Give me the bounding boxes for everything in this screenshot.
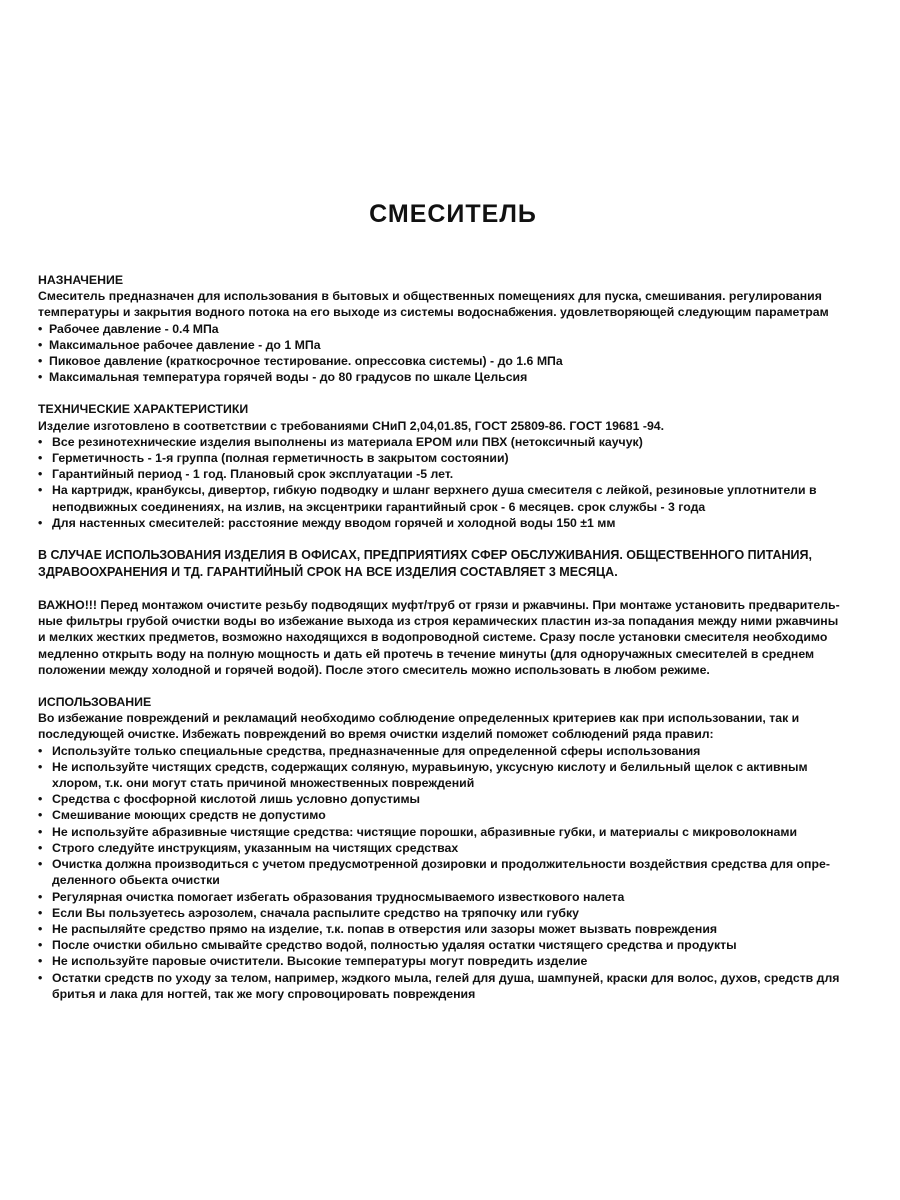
specs-intro: Изделие изготовлено в соответствии с требованиями СНиП 2,04,01.85, ГОСТ 25809-86. ГОСТ 19681 -94. (38, 418, 665, 433)
page-title: СМЕСИТЕЛЬ (369, 200, 537, 228)
specs-section (38, 401, 868, 531)
usage-list-item: • Используйте только специальные средства, предназначенные для определенной сферы использования (38, 743, 868, 759)
usage-item-line: хлором, т.к. они могут стать причиной множественных повреждений (52, 776, 475, 791)
office-notice-line: ЗДРАВООХРАНЕНИЯ И ТД. ГАРАНТИЙНЫЙ СРОК НА ВСЕ ИЗДЕЛИЯ СОСТАВЛЯЕТ 3 МЕСЯЦА. (38, 565, 618, 580)
usage-list-item: • Строго следуйте инструкциям, указанным на чистящих средствах (38, 840, 868, 856)
specs-list-item: • Гарантийный период - 1 год. Плановый срок эксплуатации -5 лет. (38, 466, 868, 482)
purpose-list-item: • Максимальное рабочее давление - до 1 МПа (38, 337, 868, 353)
spacer (38, 678, 868, 694)
specs-item-line: неподвижных соединениях, на излив, на эксцентрики гарантийный срок - 6 месяцев. срок службы - 3 года (52, 499, 706, 514)
important-line: ные фильтры грубой очистки воды во избежание выхода из строя керамических пластин из-за попадания между ними ржавчины (38, 614, 839, 629)
usage-list-item: • Не используйте паровые очистители. Высокие температуры могут повредить изделие (38, 953, 868, 969)
usage-list-item: • Не используйте абразивные чистящие средства: чистящие порошки, абразивные губки, и материалы с микроволокнами (38, 824, 868, 840)
office-notice-line: В СЛУЧАЕ ИСПОЛЬЗОВАНИЯ ИЗДЕЛИЯ В ОФИСАХ, ПРЕДПРИЯТИЯХ СФЕР ОБСЛУЖИВАНИЯ. ОБЩЕСТВЕННОГО ПИТАНИЯ, (38, 548, 812, 563)
usage-item-line: • Не используйте чистящих средств, содержащих соляную, муравьиную, уксусную кислоту и белильный щелок с активным (52, 759, 808, 774)
specs-list-item: • Все резинотехнические изделия выполнены из материала EPOM или ПВХ (нетоксичный каучук) (38, 434, 868, 450)
usage-list-item: • Если Вы пользуетесь аэрозолем, сначала распылите средство на тряпочку или губку (38, 905, 868, 921)
specs-list-item (38, 482, 868, 514)
usage-intro-line: Во избежание повреждений и рекламаций необходимо соблюдение определенных критериев как при использовании, так и (38, 711, 800, 726)
purpose-section (38, 272, 868, 385)
purpose-list-item: • Пиковое давление (краткосрочное тестирование. опрессовка системы) - до 1.6 МПа (38, 353, 868, 369)
usage-intro-line: последующей очистке. Избежать повреждений во время очистки изделий поможет соблюдений ряда правил: (38, 727, 714, 742)
important-line: и мелких жестких предметов, возможно находящихся в водопроводной системе. Сразу после установки смесителя необходимо (38, 630, 828, 645)
specs-list-item: • Для настенных смесителей: расстояние между вводом горячей и холодной воды 150 ±1 мм (38, 515, 868, 531)
usage-item-line: бритья и лака для ногтей, так же могу спровоцировать повреждения (52, 986, 476, 1001)
purpose-heading: НАЗНАЧЕНИЕ (38, 273, 124, 287)
purpose-intro-line: температуры и закрытия водного потока на его выходе из системы водоснабжения. удовлетворяющей следующим параметрам (38, 305, 829, 320)
important-line: положении между холодной и горячей водой). После этого смеситель можно использовать в любом режиме. (38, 662, 710, 677)
usage-item-line: • Остатки средств по уходу за телом, например, жэдкого мыла, гелей для душа, шампуней, краски для волос, духов, средств для (52, 970, 840, 985)
usage-heading: ИСПОЛЬЗОВАНИЕ (38, 695, 152, 710)
usage-list-item: • Не распыляйте средство прямо на изделие, т.к. попав в отверстия или зазоры может вызвать повреждения (38, 921, 868, 937)
document-page (38, 200, 868, 1002)
purpose-list-item: • Рабочее давление - 0.4 МПа (38, 321, 868, 337)
important-notice (38, 597, 868, 678)
purpose-list-item: • Максимальная температура горячей воды - до 80 градусов по шкале Цельсия (38, 369, 868, 385)
important-line: медленно открыть воду на полную мощность и дать ей протечь в течение минуты (для одноручажных смесителей в среднем (38, 646, 815, 661)
usage-item-line: • Очистка должна производиться с учетом предусмотренной дозировки и продолжительности воздействия средства для опре- (52, 857, 830, 872)
spacer (38, 385, 868, 401)
important-line: ВАЖНО!!! Перед монтажом очистите резьбу подводящих муфт/труб от грязи и ржавчины. При монтаже установить предваритель- (38, 598, 840, 613)
usage-list-item (38, 759, 868, 791)
usage-list-item (38, 970, 868, 1002)
specs-item-line: • На картридж, кранбуксы, дивертор, гибкую подводку и шланг верхнего душа смесителя с лейкой, резиновые уплотнители в (52, 483, 817, 498)
spacer (38, 581, 868, 597)
specs-heading: ТЕХНИЧЕСКИЕ ХАРАКТЕРИСТИКИ (38, 402, 249, 417)
usage-list-item: • Регулярная очистка помогает избегать образования трудносмываемого известкового налета (38, 889, 868, 905)
usage-list-item (38, 856, 868, 888)
purpose-intro-line: Смеситель предназначен для использования в бытовых и общественных помещениях для пуска, смешивания. регулирования (38, 289, 822, 304)
spacer (38, 531, 868, 547)
office-notice (38, 547, 868, 581)
specs-list-item: • Герметичность - 1-я группа (полная герметичность в закрытом состоянии) (38, 450, 868, 466)
usage-section (38, 694, 868, 1002)
usage-list-item: • Смешивание моющих средств не допустимо (38, 807, 868, 823)
usage-list-item: • Средства с фосфорной кислотой лишь условно допустимы (38, 791, 868, 807)
usage-list-item: • После очистки обильно смывайте средство водой, полностью удаляя остатки чистящего средства и продукты (38, 937, 868, 953)
usage-item-line: деленного обьекта очистки (52, 873, 220, 888)
